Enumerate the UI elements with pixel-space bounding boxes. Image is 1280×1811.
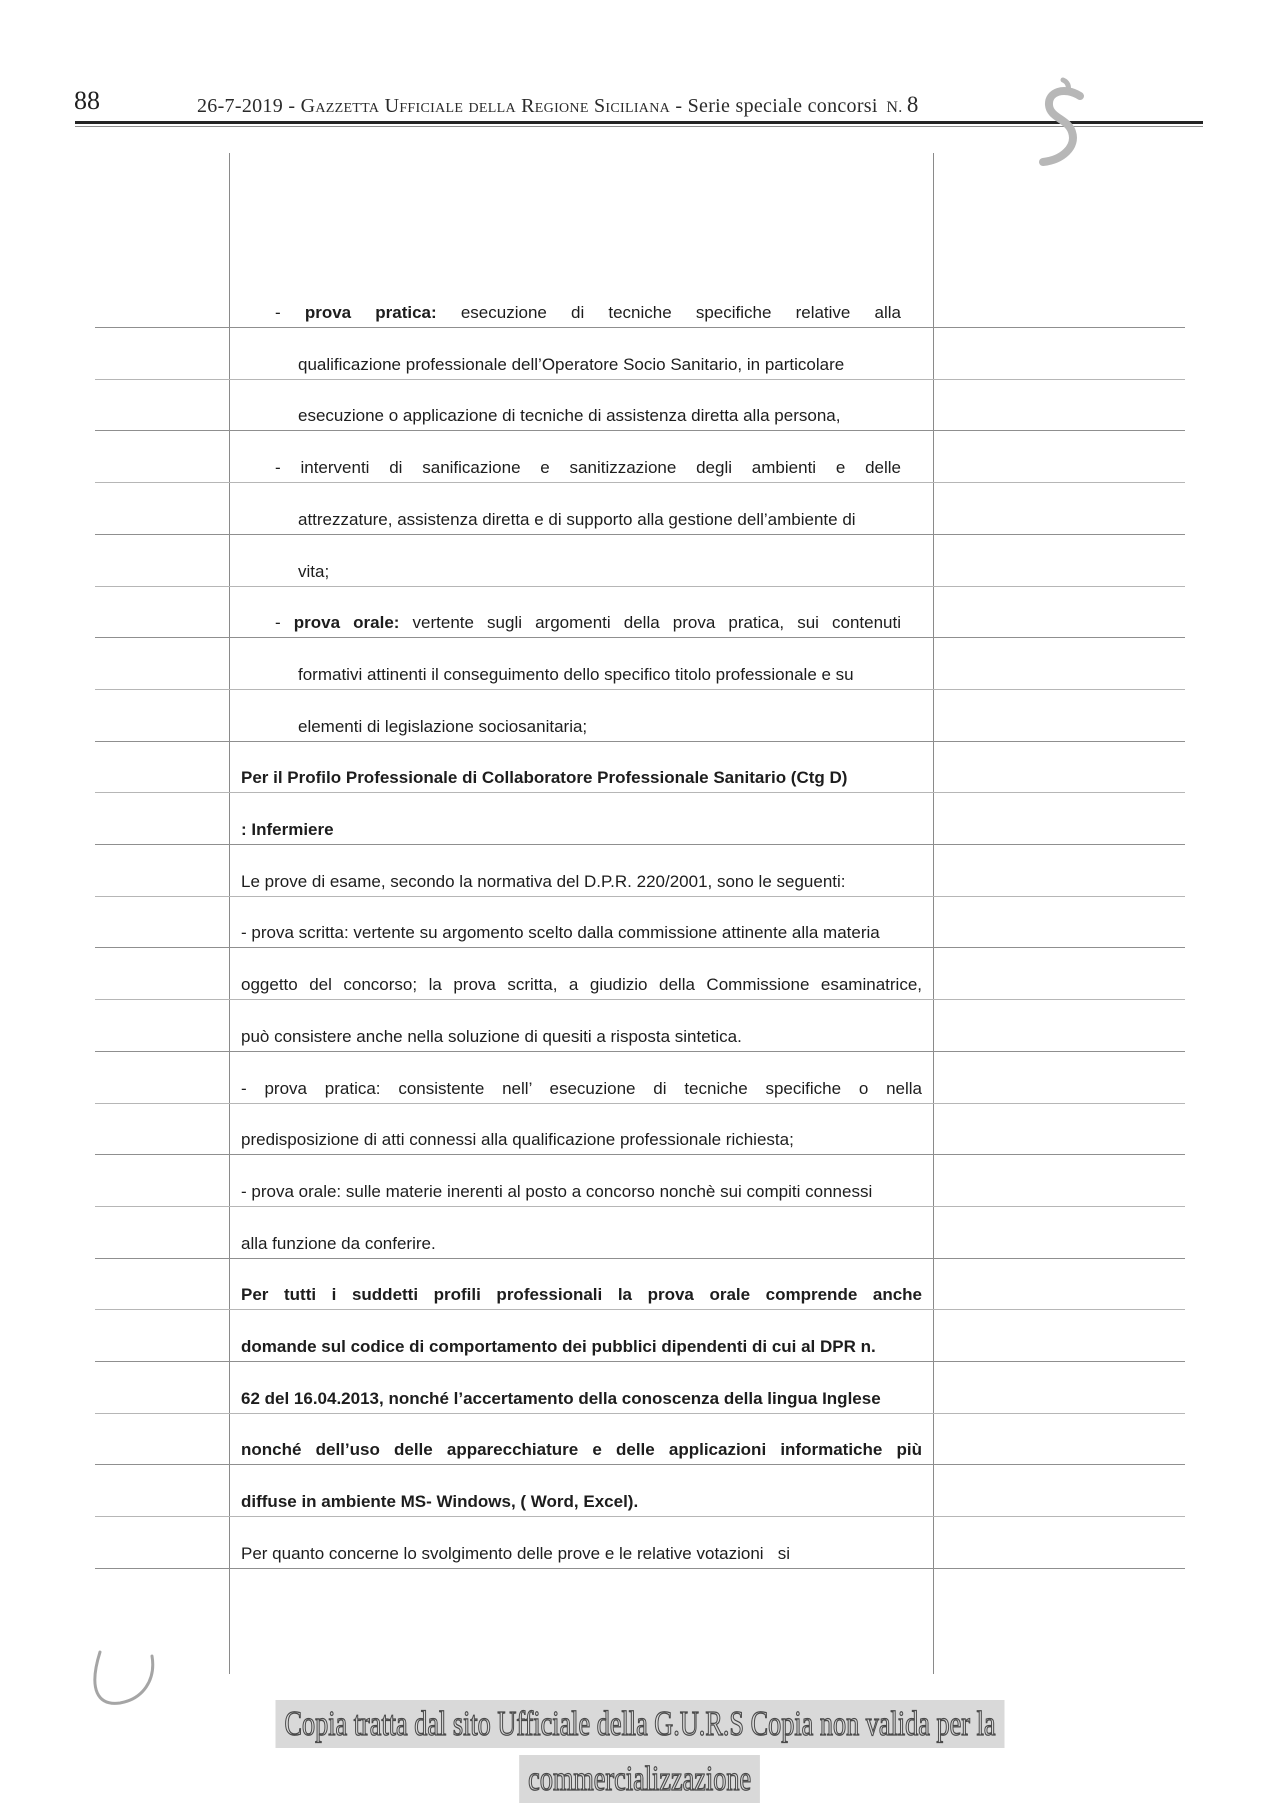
text-row: Le prove di esame, secondo la normativa del D.P.R. 220/2001, sono le seguenti: xyxy=(241,872,846,891)
header-issue-number: 8 xyxy=(906,92,919,117)
text-row: predisposizione di atti connessi alla qualificazione professionale richiesta; xyxy=(241,1130,794,1149)
text-row: Per quanto concerne lo svolgimento delle prove e le relative votazioni si xyxy=(241,1544,791,1563)
header-series: Serie speciale concorsi xyxy=(687,95,878,117)
apostrophe-mark-icon xyxy=(1063,80,1068,92)
text-row: - prova pratica: consistente nell’ esecuzione di tecniche specifiche o nella xyxy=(241,1079,922,1098)
bold-lead: prova pratica: xyxy=(304,303,437,322)
text-row: domande sul codice di comportamento dei pubblici dipendenti di cui al DPR n. xyxy=(241,1337,876,1356)
text-row: esecuzione o applicazione di tecniche di assistenza diretta alla persona, xyxy=(298,406,841,425)
text-row: vita; xyxy=(298,562,330,581)
text-row: - prova pratica: esecuzione di tecniche specifiche relative alla xyxy=(275,303,901,322)
header-issue-label: N. xyxy=(877,99,907,116)
text-row: : Infermiere xyxy=(241,820,334,839)
text-row: - prova orale: sulle materie inerenti al posto a concorso nonchè sui compiti connessi xyxy=(241,1182,873,1201)
bold-lead: prova orale: xyxy=(293,613,400,632)
text-row: nonché dell’uso delle apparecchiature e delle applicazioni informatiche più xyxy=(241,1440,922,1459)
header-date: 26-7-2019 - xyxy=(197,95,301,117)
text-row: qualificazione professionale dell’Operatore Socio Sanitario, in particolare xyxy=(298,355,845,374)
text-row: oggetto del concorso; la prova scritta, a giudizio della Commissione esaminatrice, xyxy=(241,975,922,994)
footer-watermark xyxy=(0,1700,1280,1810)
text-row: diffuse in ambiente MS- Windows, ( Word, Excel). xyxy=(241,1492,639,1511)
footer-line1: Copia tratta dal sito Ufficiale della G.U.R.S Copia non valida per la xyxy=(275,1700,1004,1748)
text-row: - interventi di sanificazione e sanitizzazione degli ambienti e delle xyxy=(275,458,902,477)
page-number: 88 xyxy=(74,86,100,115)
header-rule-thin xyxy=(75,126,1203,127)
text-row: 62 del 16.04.2013, nonché l’accertamento della conoscenza della lingua Inglese xyxy=(241,1389,881,1408)
text-row: può consistere anche nella soluzione di quesiti a risposta sintetica. xyxy=(241,1027,742,1046)
text-row: formativi attinenti il conseguimento dello specifico titolo professionale e su xyxy=(298,665,854,684)
text-row: Per tutti i suddetti profili professionali la prova orale comprende anche xyxy=(241,1285,922,1304)
column-line-left xyxy=(229,153,230,1674)
text-row: attrezzature, assistenza diretta e di supporto alla gestione dell’ambiente di xyxy=(298,510,856,529)
text-row: elementi di legislazione sociosanitaria; xyxy=(298,717,588,736)
header-title xyxy=(197,92,919,141)
footer-line2: commercializzazione xyxy=(520,1755,761,1803)
bullet-dash: - xyxy=(275,303,281,322)
header-gazette-name: Gazzetta Ufficiale della Regione Siciliana xyxy=(300,95,671,117)
text-row: alla funzione da conferire. xyxy=(241,1234,436,1253)
bullet-dash: - xyxy=(275,613,281,632)
bullet-dash: - xyxy=(275,458,281,477)
pen-curve-icon xyxy=(95,1652,153,1703)
text-row: Per il Profilo Professionale di Collaboratore Professionale Sanitario (Ctg D) xyxy=(241,768,848,787)
column-line-right xyxy=(933,153,934,1674)
header-rule xyxy=(75,121,1203,124)
text-row: - prova orale: vertente sugli argomenti della prova pratica, sui contenuti xyxy=(275,613,901,632)
header-separator: - xyxy=(670,95,688,117)
text-row: - prova scritta: vertente su argomento scelto dalla commissione attinente alla materia xyxy=(241,923,880,942)
